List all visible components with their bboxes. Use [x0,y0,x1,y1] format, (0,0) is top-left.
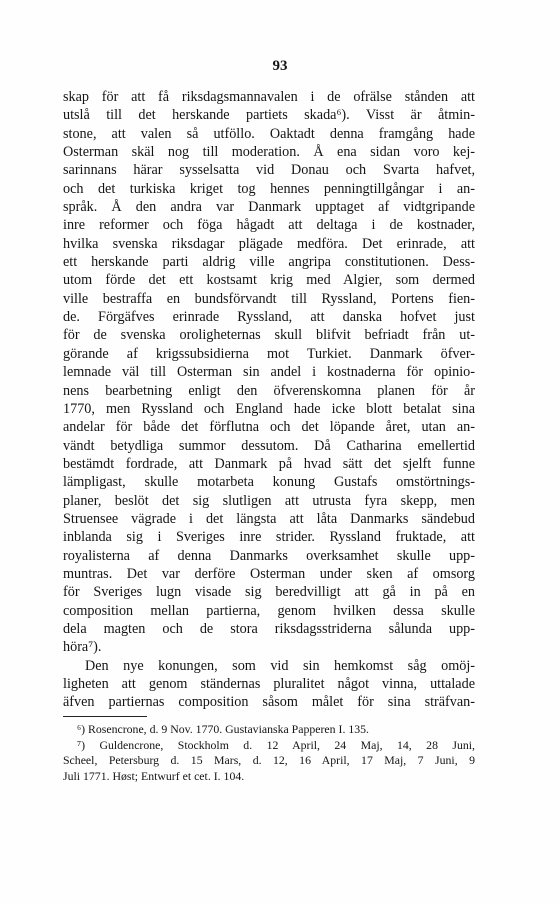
text-line: ligheten att genom ständernas pluralitet något vinna, uttalade [63,676,475,692]
text-line: skap för att få riksdagsmannavalen i de ofrälse stånden att [63,89,475,105]
text-line: för de svenska oroligheternas skull blifvit befriadt från ut- [63,327,475,344]
text-line: composition mellan partierna, genom hvilken dessa skulle [63,602,475,619]
footnote-line: Juli 1771. Høst; Entwurf et cet. I. 104. [63,768,245,783]
text-line: lämpligast, skulle motarbeta konung Gustafs omstörtnings- [63,474,475,491]
text-line: Osterman skäl nog till moderation. Å ena sidan voro kej- [63,144,475,161]
text-line: ett herskande parti aldrig ville angripa constitutionen. Dess- [63,254,475,271]
text-line: vändt betydliga summor dessutom. Då Catharina emellertid [63,437,475,454]
text-line-paragraph-start: Den nye konungen, som vid sin hemkomst såg omöj- [85,657,475,674]
text-line: dela magten och de stora riksdagsstriderna sålunda upp- [63,620,475,637]
text-line: inblanda sig i Sveriges inre strider. Ryssland fruktade, att [63,529,475,546]
text-line: 1770, men Ryssland och England hade icke blott betalat sina [63,400,475,417]
text-line: sarinnans härar sysselsatta vid Donau och Svarta hafvet, [63,162,475,179]
footnote-line: Scheel, Petersburg d. 15 Mars, d. 12, 16 April, 17 Maj, 7 Juni, 9 [63,753,475,768]
text-line: höra⁷). [63,639,102,656]
page-number: 93 [272,58,288,74]
text-line: muntras. Det var derföre Osterman under sken af omsorg [63,565,475,582]
footnote-divider [63,716,147,717]
text-line: inre reformer och föga hågadt att deltaga i de kostnader, [63,217,475,234]
text-line: nens bearbetning enligt den öfverenskomna planen för år [63,382,475,399]
text-line: andelar för både det förflutna och det löpande året, utan an- [63,419,475,436]
text-line: Struensee vägrade i det längsta att låta Danmarks sändebud [63,510,475,527]
text-line: och det turkiska kriget tog hennes penningtillgångar i an- [63,180,475,197]
text-line: äfven partiernas composition såsom målet för sina sträfvan- [63,694,475,711]
text-line: språk. Å den andra var Danmark upptaget af vidtgripande [63,199,475,216]
text-line: för Sveriges lugn visade sig beredvilligt att gå in på en [63,584,475,601]
text-line: hvilka svenska riksdagar plägade medföra. Det erinrade, att [63,235,475,252]
text-line: planer, beslöt det sig slutligen att utrusta fyra skepp, men [63,492,475,509]
text-line: utslå till det herskande partiets skada⁶). Visst är åtmin- [63,107,475,124]
footnotes [63,722,475,784]
text-line: royalisterna af denna Danmarks overksamhet skulle upp- [63,547,475,564]
text-line: de. Förgäfves erinrade Ryssland, att danska hofvet just [63,309,475,326]
text-line: bestämdt fordrade, att Danmark på hvad sätt det sjelft funne [63,455,475,472]
text-line: ville bestraffa en bundsförvandt till Ryssland, Portens fien- [63,290,475,307]
body-text [63,88,475,712]
text-line: lemnade väl till Osterman sin andel i kostnaderna för opinio- [63,364,475,381]
footnote-line: ⁷) Guldencrone, Stockholm d. 12 April, 24 Maj, 14, 28 Juni, [77,737,475,752]
footnote-line: ⁶) Rosencrone, d. 9 Nov. 1770. Gustavianska Papperen I. 135. [77,722,369,736]
text-line: utom förde det ett kostsamt krig med Algier, som dermed [63,272,475,289]
text-line: stone, att valen så utföllo. Oaktadt denna framgång hade [63,125,475,142]
text-line: görande af krigssubsidierna mot Turkiet. Danmark öfver- [63,345,475,362]
